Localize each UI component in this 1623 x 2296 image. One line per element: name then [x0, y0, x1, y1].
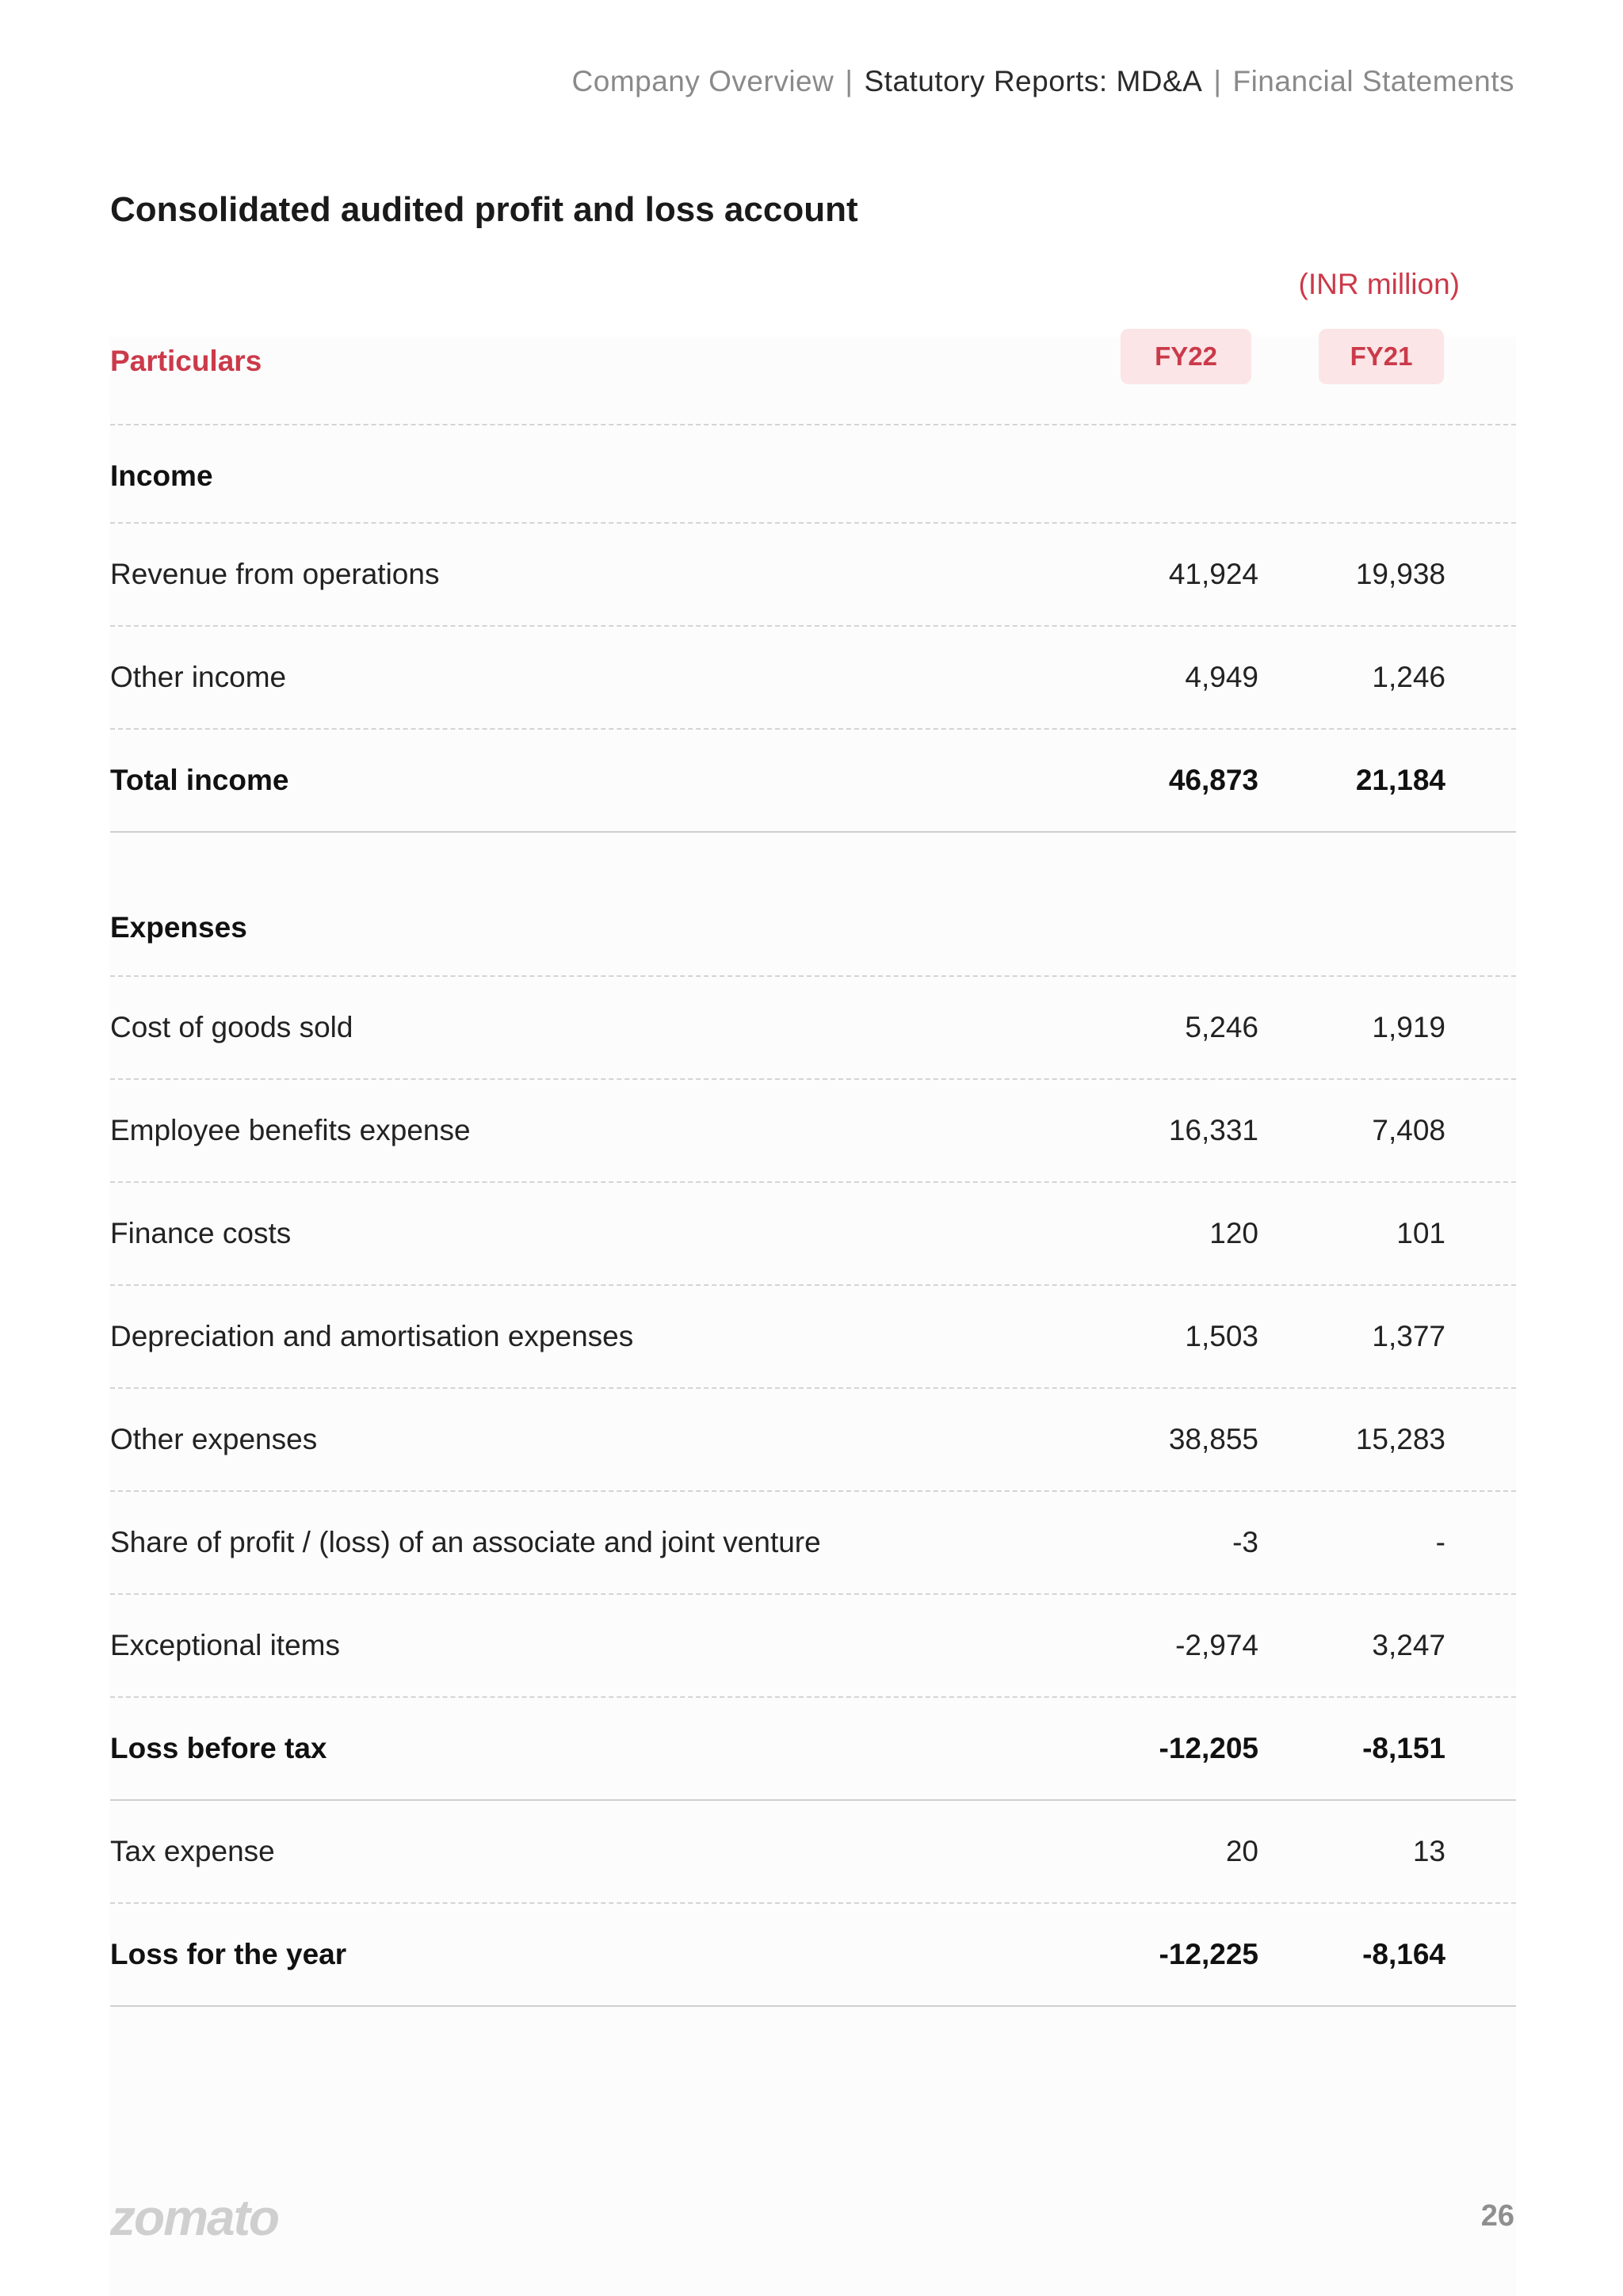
unit-label: (INR million) [1298, 268, 1460, 300]
table-row [110, 1593, 1516, 1696]
row-value-fy22: 41,924 [1168, 558, 1258, 590]
row-label: Share of profit / (loss) of an associate and joint venture [110, 1526, 821, 1558]
breadcrumb-financial-statements[interactable]: Financial Statements [1232, 65, 1514, 97]
tax-expense-row [110, 1799, 1516, 1902]
row-label: Employee benefits expense [110, 1114, 471, 1146]
row-value-fy21: 101 [1396, 1217, 1445, 1249]
row-label: Tax expense [110, 1835, 275, 1867]
table-header [110, 329, 1516, 424]
row-value-fy22: -12,205 [1159, 1732, 1258, 1764]
row-value-fy21: 21,184 [1355, 764, 1445, 796]
row-value-fy21: 1,246 [1372, 661, 1445, 693]
row-value-fy21: 7,408 [1372, 1114, 1445, 1146]
row-label: Total income [110, 764, 289, 796]
row-label: Revenue from operations [110, 558, 440, 590]
page-title: Consolidated audited profit and loss account [110, 190, 858, 229]
row-value-fy21: 19,938 [1355, 558, 1445, 590]
loss-for-year-row [110, 1902, 1516, 2005]
row-value-fy22: -2,974 [1175, 1629, 1258, 1661]
row-value-fy21: 13 [1412, 1835, 1445, 1867]
row-value-fy22: 46,873 [1168, 764, 1258, 796]
row-label: Depreciation and amortisation expenses [110, 1320, 634, 1352]
total-income-row [110, 728, 1516, 831]
breadcrumb-company-overview[interactable]: Company Overview [571, 65, 834, 97]
section-label: Income [110, 460, 213, 492]
row-label: Other expenses [110, 1423, 318, 1455]
breadcrumb-statutory-reports[interactable]: Statutory Reports: MD&A [864, 65, 1203, 97]
row-value-fy21: 15,283 [1355, 1423, 1445, 1455]
row-label: Exceptional items [110, 1629, 340, 1661]
row-value-fy21: 1,377 [1372, 1320, 1445, 1352]
row-value-fy21: 3,247 [1372, 1629, 1445, 1661]
section-heading-income [110, 424, 1516, 522]
row-value-fy22: 1,503 [1185, 1320, 1258, 1352]
row-value-fy21: -8,164 [1362, 1938, 1445, 1970]
row-value-fy22: 5,246 [1185, 1011, 1258, 1043]
row-value-fy21: 1,919 [1372, 1011, 1445, 1043]
table-row [110, 625, 1516, 728]
row-value-fy22: 4,949 [1185, 661, 1258, 693]
row-value-fy22: -12,225 [1159, 1938, 1258, 1970]
table-row [110, 1284, 1516, 1387]
page-number: 26 [1480, 2199, 1514, 2233]
loss-before-tax-row [110, 1696, 1516, 1799]
profit-loss-table [110, 424, 1516, 2007]
section-heading-expenses [110, 877, 1516, 975]
table-row [110, 1181, 1516, 1284]
breadcrumb [572, 65, 1514, 98]
header-particulars: Particulars [110, 345, 262, 377]
row-value-fy22: 20 [1225, 1835, 1258, 1867]
row-label: Loss for the year [110, 1938, 347, 1970]
row-value-fy22: -3 [1232, 1526, 1258, 1558]
section-divider [110, 831, 1516, 877]
section-label: Expenses [110, 911, 247, 944]
breadcrumb-separator: | [845, 65, 854, 97]
header-fy21-badge: FY21 [1319, 329, 1444, 384]
row-value-fy21: - [1435, 1526, 1445, 1558]
table-row [110, 1490, 1516, 1593]
row-value-fy21: -8,151 [1362, 1732, 1445, 1764]
breadcrumb-separator: | [1213, 65, 1222, 97]
table-row [110, 1078, 1516, 1181]
row-label: Cost of goods sold [110, 1011, 353, 1043]
table-row [110, 1387, 1516, 1490]
zomato-logo: zomato [110, 2189, 278, 2246]
table-row [110, 975, 1516, 1078]
table-row [110, 522, 1516, 625]
row-value-fy22: 16,331 [1168, 1114, 1258, 1146]
row-label: Other income [110, 661, 287, 693]
row-label: Finance costs [110, 1217, 292, 1249]
header-fy22-badge: FY22 [1121, 329, 1251, 384]
row-label: Loss before tax [110, 1732, 327, 1764]
table-bottom-rule [110, 2005, 1516, 2007]
row-value-fy22: 38,855 [1168, 1423, 1258, 1455]
row-value-fy22: 120 [1209, 1217, 1258, 1249]
